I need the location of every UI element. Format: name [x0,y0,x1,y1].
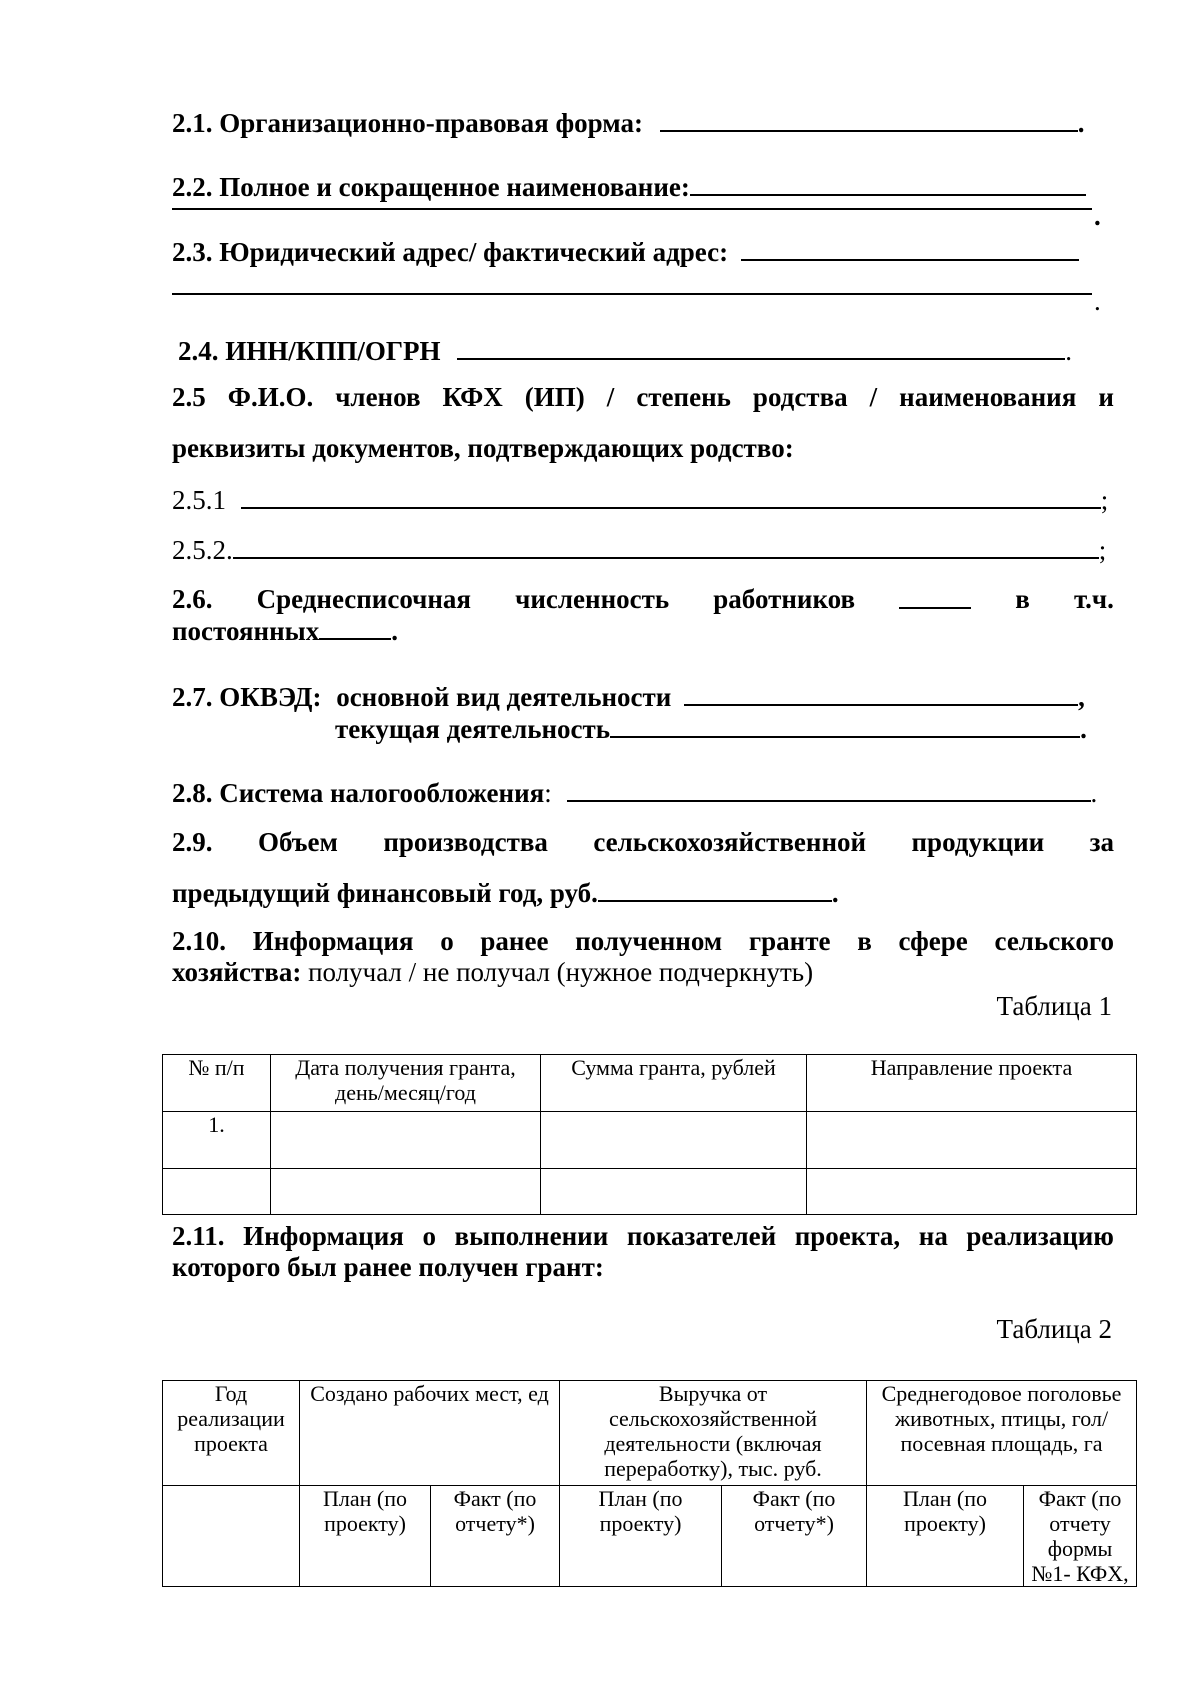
table-row [163,1169,1137,1215]
period: . [1094,201,1101,231]
subheader-cell: Факт (по отчету формы №1- КФХ, [1024,1486,1137,1587]
field-label: 2.3. Юридический адрес/ фактический адрес: [172,237,729,267]
table-cell[interactable] [541,1169,807,1215]
section-2-5-2: 2.5.2. ; [172,535,1107,565]
section-2-7-current: текущая деятельность . [335,714,1087,744]
field-label: 2.1. Организационно-правовая форма: [172,108,643,138]
header-cell: Выручка от сельскохозяйственной деятельности (включая переработку), тыс. руб. [560,1381,867,1486]
table-cell[interactable] [271,1169,541,1215]
blank-line[interactable] [598,876,832,902]
section-2-1: 2.1. Организационно-правовая форма: . [172,108,1085,138]
subheader-cell: Факт (по отчету*) [722,1486,867,1587]
section-2-2 [172,170,1086,203]
header-cell: Среднегодовое поголовье животных, птицы, гол/ посевная площадь, га [867,1381,1137,1486]
table-cell[interactable] [163,1486,300,1587]
blank-line[interactable] [172,293,1092,295]
header-cell: Дата получения гранта, день/месяц/год [271,1055,541,1112]
indicators-table [162,1380,1137,1587]
field-label: 2.2. Полное и сокращенное наименование: [172,172,690,202]
header-cell: Создано рабочих мест, ед [300,1381,560,1486]
section-2-9-line2: предыдущий финансовый год, руб. . [172,878,839,908]
header-cell: Направление проекта [807,1055,1137,1112]
blank-line[interactable] [684,680,1078,706]
grant-table [162,1054,1137,1215]
period: . [1094,286,1101,316]
section-2-4: 2.4. ИНН/КПП/ОГРН . [178,336,1073,366]
table-row [163,1112,1137,1169]
table-header-row [163,1381,1137,1486]
table-cell[interactable] [807,1112,1137,1169]
section-2-5-1: 2.5.1 ; [172,485,1109,515]
table-cell: 1. [163,1112,271,1169]
table-cell[interactable] [163,1169,271,1215]
blank-line[interactable] [319,614,391,640]
blank-line[interactable] [690,170,1086,196]
subheader-cell: План (по проекту) [300,1486,431,1587]
header-cell: № п/п [163,1055,271,1112]
section-2-6-line1: 2.6. Среднесписочная численность работников в т.ч. [172,584,1114,614]
blank-line[interactable] [660,106,1078,132]
section-2-11-line2: которого был ранее получен грант: [172,1252,604,1282]
section-2-6-line2: постоянных . [172,616,398,646]
blank-line[interactable] [172,208,1092,210]
table-cell[interactable] [541,1112,807,1169]
blank-line[interactable] [610,712,1080,738]
section-2-10-line1: 2.10. Информация о ранее полученном гранте в сфере сельского [172,926,1114,956]
subheader-cell: План (по проекту) [867,1486,1024,1587]
section-2-10-line2: хозяйства: получал / не получал (нужное подчеркнуть) [172,957,814,987]
table-cell[interactable] [807,1169,1137,1215]
table-header-row [163,1055,1137,1112]
section-2-11-line1: 2.11. Информация о выполнении показателей проекта, на реализацию [172,1221,1114,1251]
section-2-7: 2.7. ОКВЭД: основной вид деятельности , [172,682,1085,712]
section-2-8: 2.8. Система налогообложения: . [172,778,1098,808]
blank-line[interactable] [741,235,1079,261]
field-label: 2.4. ИНН/КПП/ОГРН [178,336,441,366]
blank-line[interactable] [899,583,971,609]
blank-line[interactable] [233,533,1099,559]
blank-line[interactable] [567,776,1091,802]
blank-line[interactable] [241,483,1101,509]
blank-line[interactable] [457,334,1065,360]
header-cell: Сумма гранта, рублей [541,1055,807,1112]
subheader-cell: Факт (по отчету*) [431,1486,560,1587]
section-2-9-line1: 2.9. Объем производства сельскохозяйственной продукции за [172,827,1114,857]
header-cell: Год реализации проекта [163,1381,300,1486]
section-2-3 [172,235,1079,268]
section-2-5-line1: 2.5 Ф.И.О. членов КФХ (ИП) / степень родства / наименования и [172,382,1114,412]
table-cell[interactable] [271,1112,541,1169]
section-2-5-line2: реквизиты документов, подтверждающих родство: [172,433,794,463]
table1-caption: Таблица 1 [996,991,1112,1021]
table-subheader-row [163,1486,1137,1587]
subheader-cell: План (по проекту) [560,1486,722,1587]
table2-caption: Таблица 2 [996,1314,1112,1344]
